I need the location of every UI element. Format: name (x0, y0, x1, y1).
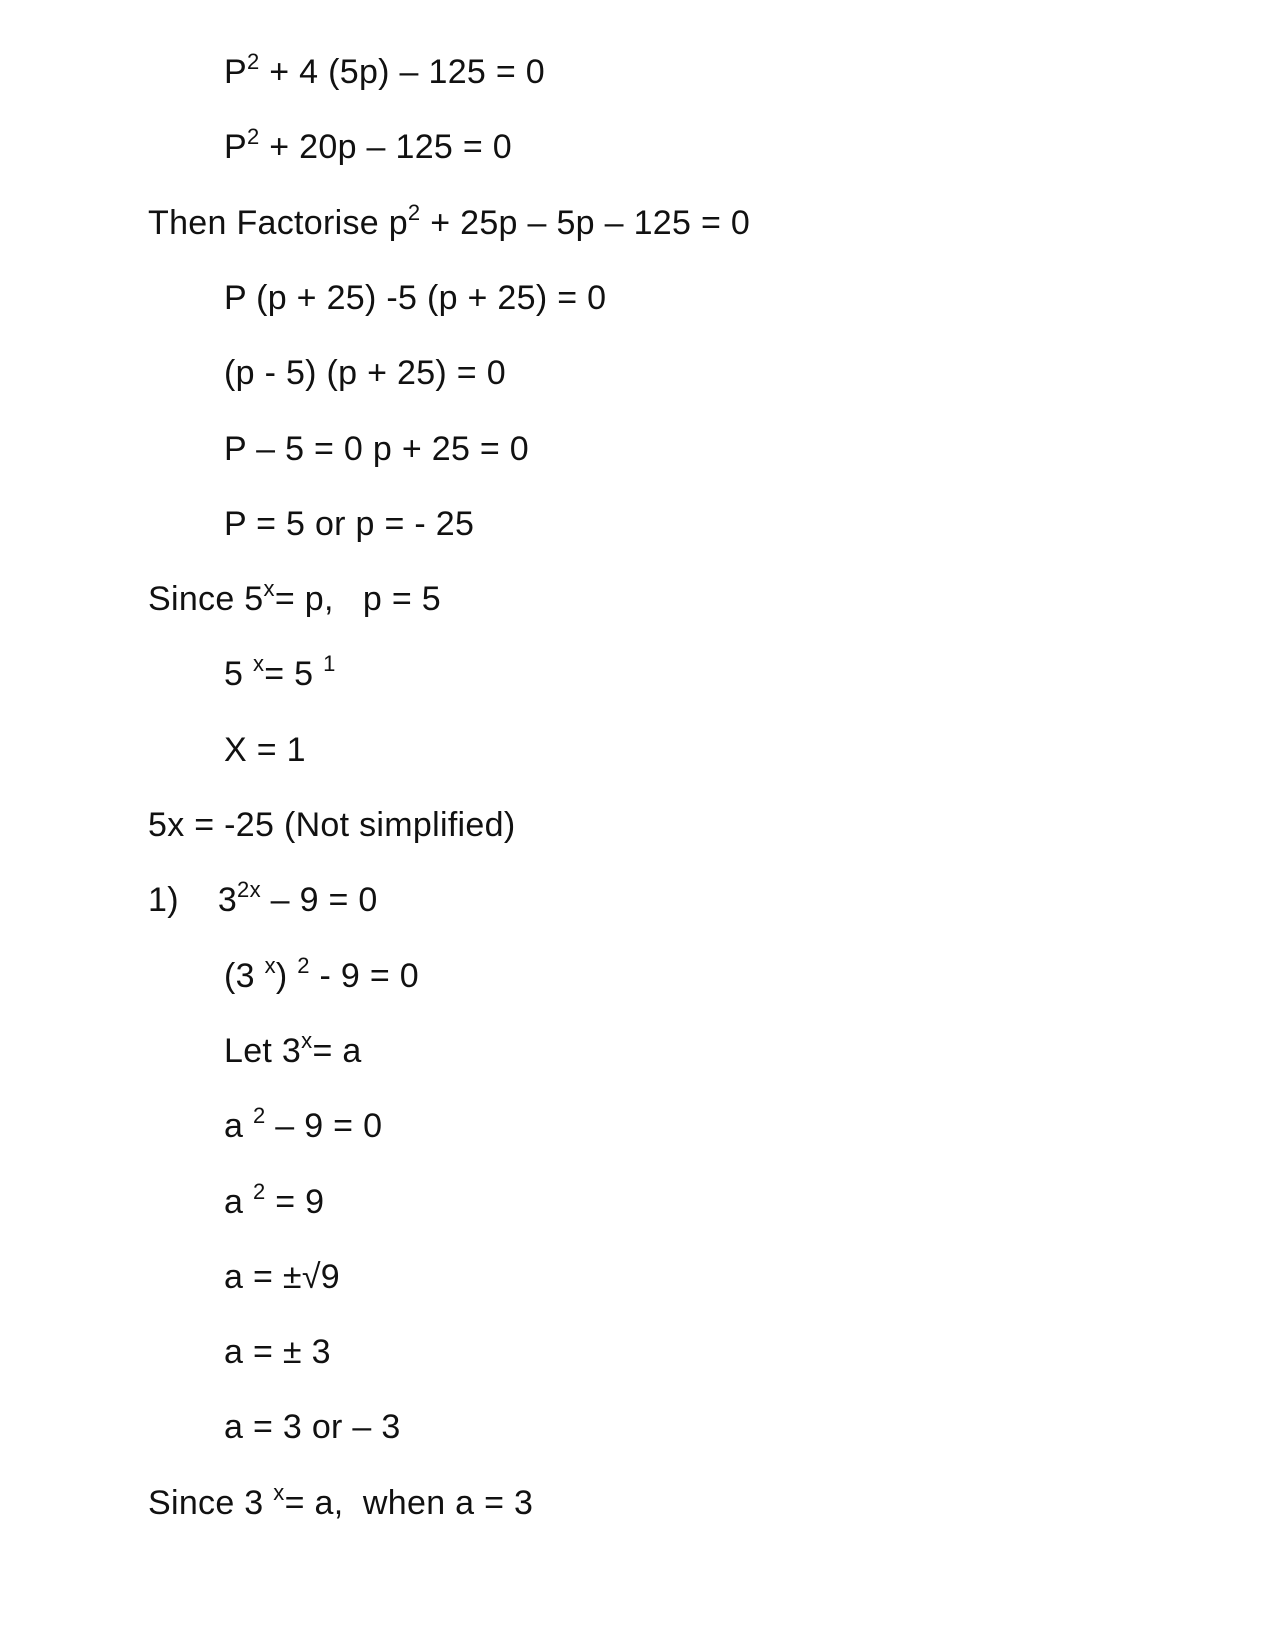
math-text: a (224, 1182, 253, 1221)
math-text: = 9 (265, 1182, 325, 1221)
math-text: – 9 = 0 (260, 881, 378, 920)
superscript-exponent: x (273, 1479, 285, 1505)
math-text: = p, p = 5 (274, 580, 441, 619)
math-line (224, 124, 512, 167)
math-text: (p - 5) (p + 25) = 0 (224, 354, 506, 393)
superscript-exponent: 2 (407, 199, 421, 225)
superscript-exponent: 2 (246, 49, 260, 74)
math-text: P – 5 = 0 p + 25 = 0 (224, 429, 530, 468)
math-line (224, 504, 474, 544)
superscript-exponent: 2x (237, 877, 261, 903)
math-text: Let 3 (224, 1031, 302, 1070)
math-line (224, 278, 606, 318)
math-line (224, 1178, 325, 1222)
math-line (224, 1027, 362, 1071)
math-line (224, 952, 419, 996)
math-text: a (224, 1107, 253, 1146)
math-text: + 25p – 5p – 125 = 0 (420, 203, 751, 242)
math-line (148, 576, 441, 619)
math-text: P (224, 128, 247, 167)
math-line (224, 353, 506, 393)
math-text: 1) 3 (148, 881, 238, 920)
math-line (224, 429, 529, 469)
superscript-exponent: 2 (252, 1103, 266, 1129)
math-line (224, 651, 336, 694)
math-text: P (p + 25) -5 (p + 25) = 0 (224, 278, 607, 317)
math-text: + 4 (5p) – 125 = 0 (259, 53, 545, 91)
math-text: ) (275, 956, 298, 995)
math-text: Since 5 (148, 580, 264, 619)
superscript-exponent: x (263, 576, 275, 602)
math-text: 5 (224, 655, 253, 694)
math-text: Then Factorise p (148, 203, 408, 242)
math-text: X = 1 (224, 730, 306, 769)
superscript-exponent: 1 (323, 651, 336, 677)
math-text: = a, when a = 3 (284, 1483, 534, 1522)
math-text: P (224, 53, 247, 91)
math-line (224, 730, 306, 770)
math-text: - 9 = 0 (309, 956, 419, 995)
math-line (148, 805, 515, 845)
math-line (224, 1332, 331, 1372)
math-text: = 5 (264, 655, 324, 694)
math-line (224, 1257, 340, 1297)
math-line (224, 1103, 383, 1146)
superscript-exponent: 2 (297, 952, 310, 978)
math-text: + 20p – 125 = 0 (259, 128, 512, 167)
math-text: – 9 = 0 (265, 1107, 383, 1146)
math-line (148, 877, 378, 920)
math-line (224, 49, 545, 92)
math-line (148, 1479, 534, 1523)
math-text: 5x = -25 (Not simplified) (148, 806, 516, 844)
math-line (224, 1407, 401, 1447)
superscript-exponent: 2 (246, 124, 260, 150)
math-text: a = 3 or – 3 (224, 1408, 401, 1447)
superscript-exponent: x (301, 1027, 313, 1053)
math-text: = a (312, 1031, 362, 1070)
superscript-exponent: x (264, 952, 276, 978)
superscript-exponent: x (252, 651, 265, 677)
math-line (148, 199, 751, 243)
math-text: Since 3 (148, 1483, 274, 1522)
math-text: P = 5 or p = - 25 (224, 504, 475, 543)
math-text: a = ± 3 (224, 1333, 331, 1372)
superscript-exponent: 2 (252, 1178, 266, 1204)
math-text: (3 (224, 956, 265, 995)
math-text: a = ±√9 (224, 1257, 340, 1296)
